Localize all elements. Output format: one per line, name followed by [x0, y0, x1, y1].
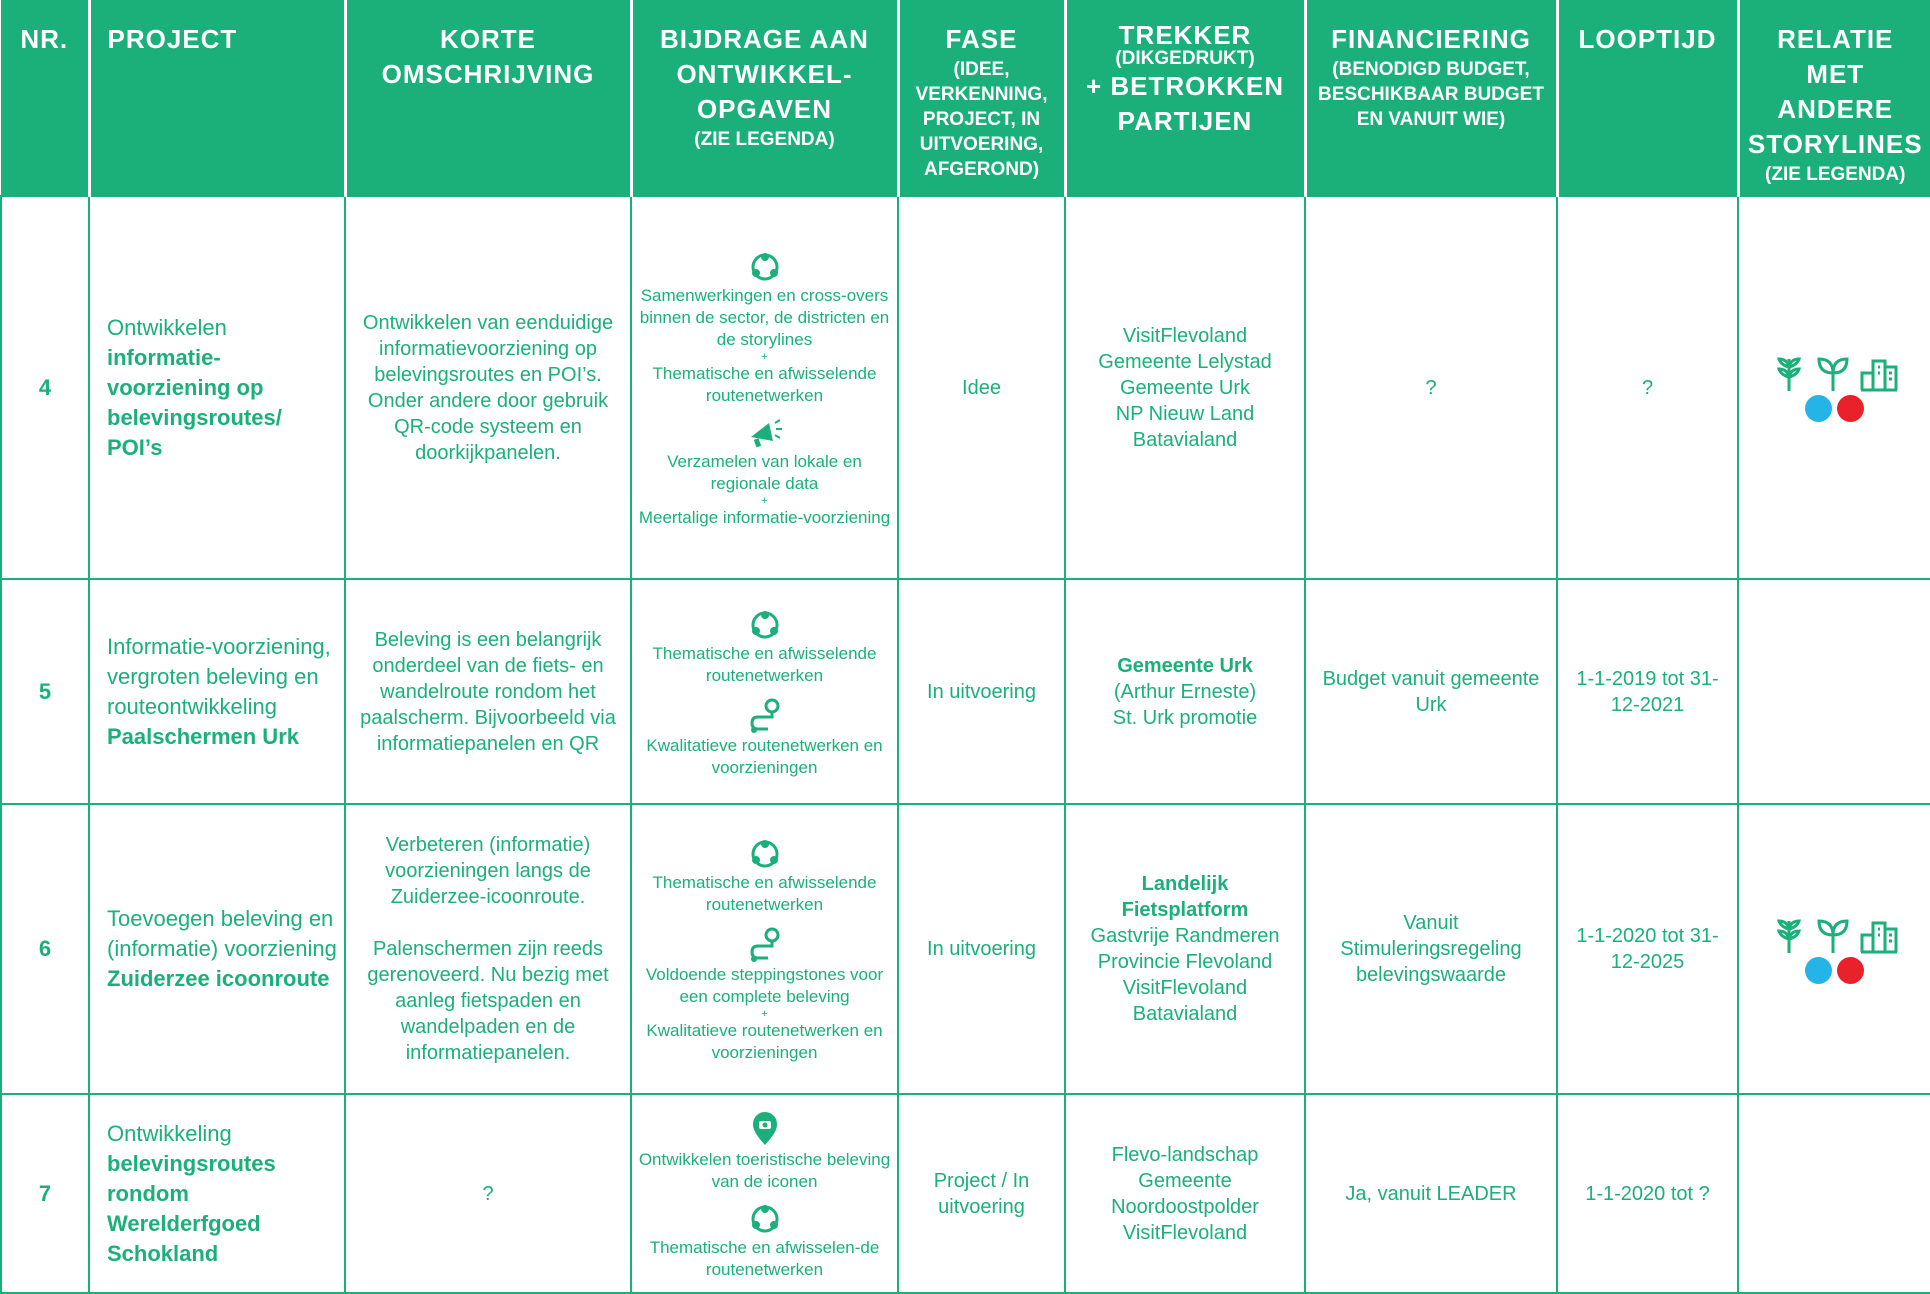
contribution: Samenwerkingen en cross-overs binnen de sector, de districten en de storylines + Thematische en afwisselende routenetwerken Verzamelen van lokale en regionale data + Meertalige informatie-voorziening — [631, 196, 898, 579]
header-trekker: TREKKER (DIKGEDRUKT) + BETROKKEN PARTIJEN — [1065, 0, 1305, 196]
description: Verbeteren (informatie) voorzieningen langs de Zuiderzee-icoonroute. Palenschermen zijn reeds gerenoveerd. Nu bezig met aanleg fietspaden en wandelpaden en de informatiepanelen. — [345, 804, 631, 1094]
owner: VisitFlevoland Gemeente Lelystad Gemeente Urk NP Nieuw Land Batavialand — [1065, 196, 1305, 579]
funding: Budget vanuit gemeente Urk — [1305, 579, 1557, 804]
camera-pin-icon — [750, 1111, 780, 1147]
network-icon — [749, 251, 781, 283]
phase: In uitvoering — [898, 579, 1065, 804]
storyline-dot-red — [1837, 395, 1864, 422]
project-name: Ontwikkelen informatie-voorziening op belevingsroutes/ POI’s — [89, 196, 345, 579]
row-number: 5 — [1, 579, 89, 804]
duration: ? — [1557, 196, 1738, 579]
header-relatie: RELATIE MET ANDERE STORYLINES (ZIE LEGENDA) — [1738, 0, 1930, 196]
route-pin-icon — [748, 926, 782, 962]
row-number: 7 — [1, 1094, 89, 1293]
header-omschrijving: KORTE OMSCHRIJVING — [345, 0, 631, 196]
storyline-dot-red — [1837, 957, 1864, 984]
wheat-icon — [1771, 353, 1807, 393]
table-row — [1, 579, 1930, 804]
table-row — [1, 196, 1930, 579]
contribution: Ontwikkelen toeristische beleving van de iconen Thematische en afwisselen-de routenetwerken — [631, 1094, 898, 1293]
network-icon — [749, 838, 781, 870]
wheat-icon — [1771, 915, 1807, 955]
header-fase: FASE (IDEE, VERKENNING, PROJECT, IN UITVOERING, AFGEROND) — [898, 0, 1065, 196]
sprout-icon — [1815, 915, 1851, 955]
network-icon — [749, 609, 781, 641]
owner: Gemeente Urk (Arthur Erneste) St. Urk promotie — [1065, 579, 1305, 804]
description: ? — [345, 1094, 631, 1293]
project-name: Toevoegen beleving en (informatie) voorziening Zuiderzee icoonroute — [89, 804, 345, 1094]
storyline-relations — [1738, 804, 1930, 1094]
table-row — [1, 804, 1930, 1094]
contribution: Thematische en afwisselende routenetwerken Voldoende steppingstones voor een complete beleving + Kwalitatieve routenetwerken en voorzieningen — [631, 804, 898, 1094]
duration: 1-1-2019 tot 31-12-2021 — [1557, 579, 1738, 804]
description: Ontwikkelen van eenduidige informatievoorziening op belevingsroutes en POI’s. Onder andere door gebruik QR-code systeem en doorkijkpanelen. — [345, 196, 631, 579]
duration: 1-1-2020 tot ? — [1557, 1094, 1738, 1293]
storyline-relations — [1738, 579, 1930, 804]
header-looptijd: LOOPTIJD — [1557, 0, 1738, 196]
header-row — [1, 0, 1930, 196]
project-name: Ontwikkeling belevingsroutes rondom Werelderfgoed Schokland — [89, 1094, 345, 1293]
row-number: 4 — [1, 196, 89, 579]
storyline-relations — [1738, 196, 1930, 579]
funding: Ja, vanuit LEADER — [1305, 1094, 1557, 1293]
buildings-icon — [1859, 353, 1899, 393]
contribution: Thematische en afwisselende routenetwerken Kwalitatieve routenetwerken en voorzieningen — [631, 579, 898, 804]
buildings-icon — [1859, 915, 1899, 955]
route-pin-icon — [748, 697, 782, 733]
header-financiering: FINANCIERING (BENODIGD BUDGET, BESCHIKBAAR BUDGET EN VANUIT WIE) — [1305, 0, 1557, 196]
description: Beleving is een belangrijk onderdeel van de fiets- en wandelroute rondom het paalscherm. Bijvoorbeeld via informatiepanelen en QR — [345, 579, 631, 804]
project-name: Informatie-voorziening, vergroten beleving en routeontwikkeling Paalschermen Urk — [89, 579, 345, 804]
header-nr: NR. — [1, 0, 89, 196]
phase: Project / In uitvoering — [898, 1094, 1065, 1293]
megaphone-icon — [747, 417, 783, 449]
header-bijdrage: BIJDRAGE AAN ONTWIKKEL-OPGAVEN (ZIE LEGENDA) — [631, 0, 898, 196]
storyline-dot-blue — [1805, 957, 1832, 984]
sprout-icon — [1815, 353, 1851, 393]
funding: Vanuit Stimuleringsregeling belevingswaarde — [1305, 804, 1557, 1094]
funding: ? — [1305, 196, 1557, 579]
header-project: PROJECT — [89, 0, 345, 196]
storyline-dot-blue — [1805, 395, 1832, 422]
network-icon — [749, 1203, 781, 1235]
row-number: 6 — [1, 804, 89, 1094]
duration: 1-1-2020 tot 31-12-2025 — [1557, 804, 1738, 1094]
storyline-relations — [1738, 1094, 1930, 1293]
owner: Flevo-landschap Gemeente Noordoostpolder VisitFlevoland — [1065, 1094, 1305, 1293]
phase: Idee — [898, 196, 1065, 579]
phase: In uitvoering — [898, 804, 1065, 1094]
table-row — [1, 1094, 1930, 1293]
owner: Landelijk Fietsplatform Gastvrije Randmeren Provincie Flevoland VisitFlevoland Batavialand — [1065, 804, 1305, 1094]
